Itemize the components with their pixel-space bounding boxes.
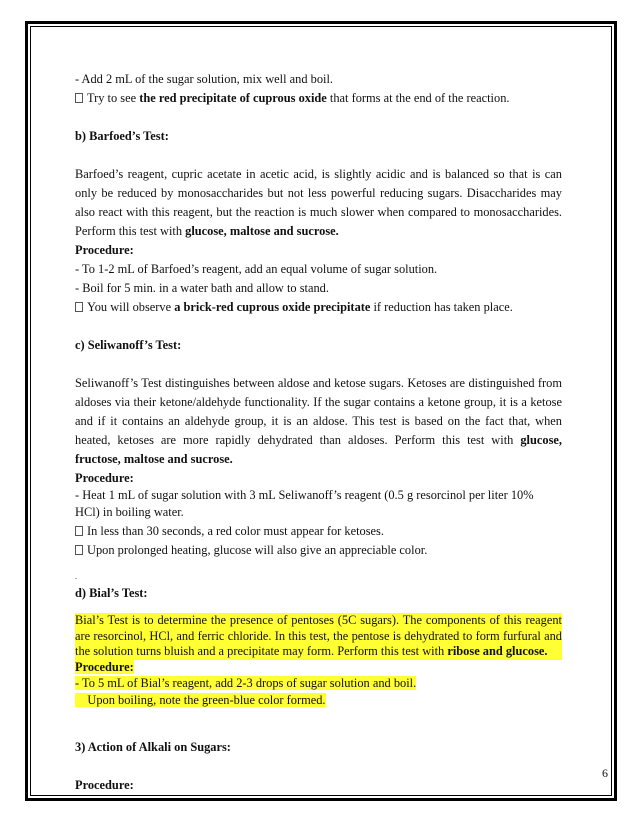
page-number: 6 [602,766,608,780]
alkali-heading: 3) Action of Alkali on Sugars: [75,739,231,754]
seliwanoff-procedure-label: Procedure: [75,471,134,485]
barfoed-step-2: - Boil for 5 min. in a water bath and allow to stand. [75,281,329,295]
page-content [75,70,562,795]
bial-heading: d) Bial’s Test: [75,586,148,600]
bullet-box-icon [75,302,83,312]
alkali-procedure-label: Procedure: [75,777,134,792]
seliwanoff-step-1b: HCl) in boiling water. [75,505,184,519]
stray-dot: . [75,572,77,581]
barfoed-step-1: - To 1-2 mL of Barfoed’s reagent, add an equal volume of sugar solution. [75,262,438,276]
bial-procedure-label: Procedure: [75,659,134,674]
seliwanoff-heading: c) Seliwanoff’s Test: [75,338,182,352]
bial-paragraph: Bial’s Test is to determine the presence of pentoses (5C sugars). The components of this reagent are resorcinol, HCl, and ferric chloride. In this test, the pentose is dehydrated to form furfural and the solution turns bluish and a precipitate may form. Perform this test with ribose and glucose. [75,613,562,658]
bullet-box-icon [75,93,83,103]
barfoed-procedure-label: Procedure: [75,243,134,257]
barfoed-observation: You will observe a brick-red cuprous oxide precipitate if reduction has taken place. [75,298,562,317]
barfoed-heading: b) Barfoed’s Test: [75,129,169,143]
seliwanoff-step-1a: - Heat 1 mL of sugar solution with 3 mL Seliwanoff’s reagent (0.5 g resorcinol per liter 10% [75,488,534,502]
bial-observation: Upon boiling, note the green-blue color formed. [75,693,326,707]
seliwanoff-observation-2: Upon prolonged heating, glucose will also give an appreciable color. [75,541,562,560]
add-sugar-step: - Add 2 mL of the sugar solution, mix well and boil. [75,72,333,86]
bial-step-1: - To 5 mL of Bial’s reagent, add 2-3 drops of sugar solution and boil. [75,675,417,690]
barfoed-paragraph: Barfoed’s reagent, cupric acetate in acetic acid, is slightly acidic and is balanced so that is can only be reduced by monosaccharides but not less powerful reducing sugars. Disaccharides may also react with this reagent, but the reaction is much slower when compared to monosaccharides. Perform this test with glucose, maltose and sucrose. [75,167,562,238]
red-precipitate-note: Try to see the red precipitate of cuprous oxide that forms at the end of the reaction. [75,89,562,108]
seliwanoff-paragraph: Seliwanoff’s Test distinguishes between aldose and ketose sugars. Ketoses are distinguished from aldoses via their ketone/aldehyde functionality. If the sugar contains a ketone group, it is a ketose and if it contains an aldehyde group, it is an aldose. This test is based on the fact that, when heated, ketoses are more rapidly dehydrated than aldoses. Perform this test with glucose, fructose, maltose and sucrose. [75,376,562,466]
bullet-box-icon [75,526,83,536]
seliwanoff-observation-1: In less than 30 seconds, a red color must appear for ketoses. [75,522,562,541]
bullet-box-icon [75,545,83,555]
